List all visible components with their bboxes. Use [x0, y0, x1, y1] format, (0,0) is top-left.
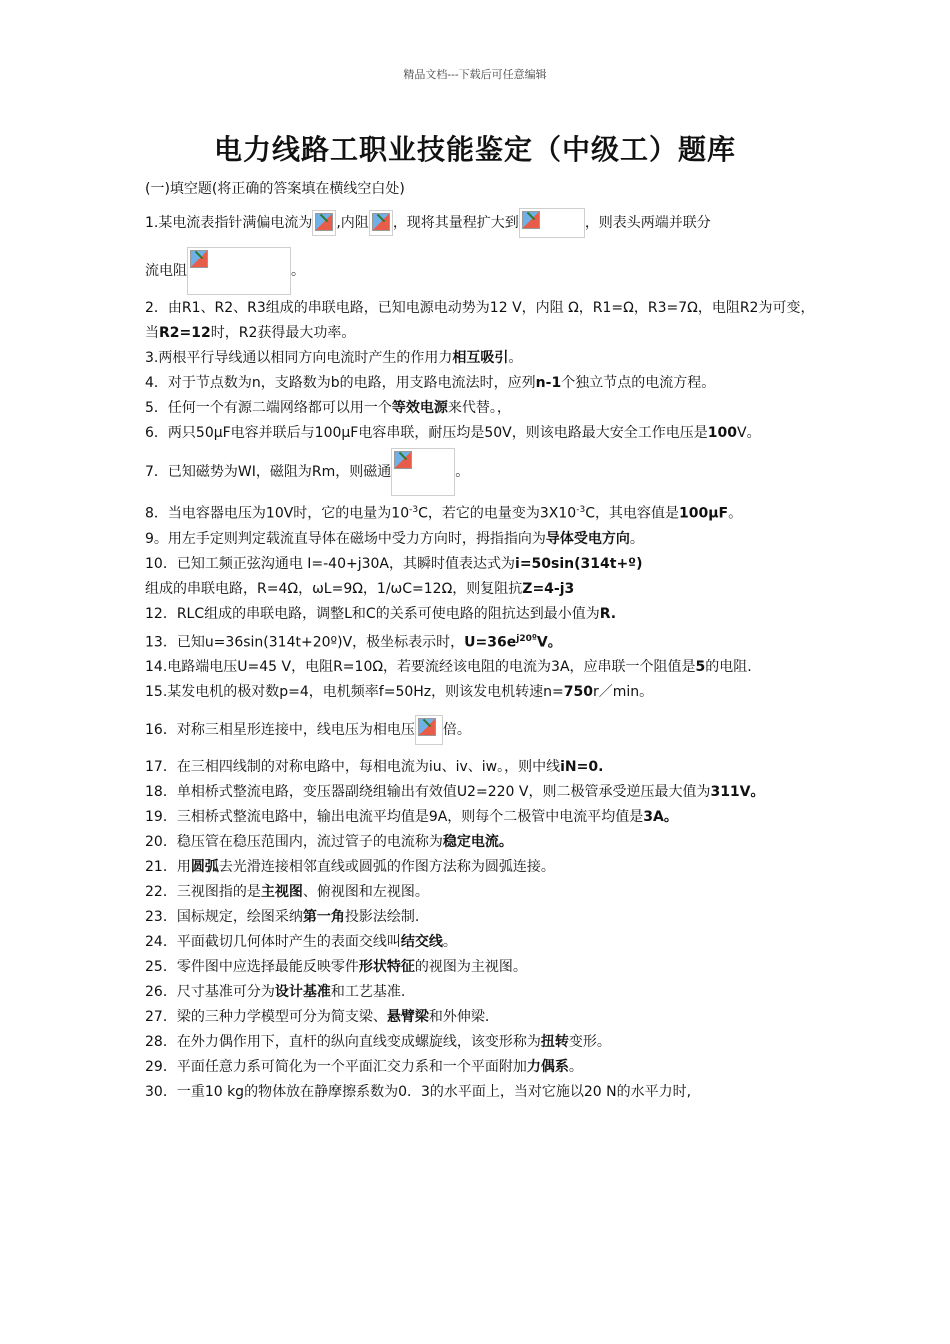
- question-9: 9。用左手定则判定载流直导体在磁场中受力方向时，拇指指向为导体受电方向。: [145, 530, 644, 547]
- answer: 主视图: [260, 884, 303, 901]
- question-24: 24．平面截切几何体时产生的表面交线叫结交线。: [145, 934, 457, 951]
- answer: Z=4-j3: [522, 580, 575, 597]
- answer: 导体受电方向: [545, 530, 630, 547]
- question-list: [145, 208, 815, 1105]
- question-4: 4．对于节点数为n，支路数为b的电路，用支路电流法时，应列n-1个独立节点的电流方程。: [145, 375, 716, 391]
- question-19: 19．三相桥式整流电路中，输出电流平均值是9A，则每个二极管中电流平均值是3A。: [145, 809, 678, 826]
- formula-image: [391, 448, 455, 496]
- section-heading: (一)填空题(将正确的答案填在横线空白处): [145, 181, 405, 197]
- watermark: 精品文档---下载后可任意编辑: [403, 68, 547, 81]
- question-16: 16．对称三相星形连接中，线电压为相电压 倍。: [145, 705, 815, 755]
- question-25: 25．零件图中应选择最能反映零件形状特征的视图为主视图。: [145, 959, 527, 976]
- question-13: 13．已知u=36sin(314t+20º)V，极坐标表示时，$U=36e^{j20º}V$。: [145, 633, 562, 651]
- question-17: 17．在三相四线制的对称电路中，每相电流为iu、iv、iw。，则中线iN=0.: [145, 759, 604, 776]
- question-26: 26．尺寸基准可分为设计基准和工艺基准.: [145, 984, 406, 1001]
- formula-image: [187, 247, 291, 295]
- answer: n-1: [535, 375, 562, 391]
- answer: 扭转: [540, 1034, 569, 1051]
- answer: i=50sin(314t+º): [515, 555, 643, 572]
- question-22: 22．三视图指的是主视图、俯视图和左视图。: [145, 884, 429, 901]
- question-30: 30．一重10 kg的物体放在静摩擦系数为0．3的水平面上，当对它施以20 N的水平力时,: [145, 1084, 692, 1101]
- question-1-continued: 流电阻 。: [145, 246, 815, 296]
- question-1: 1.某电流表指针满偏电流为 ,内阻 ，现将其量程扩大到 ，则表头两端并联分: [145, 208, 815, 238]
- answer: 力偶系: [526, 1059, 569, 1076]
- answer: 圆弧: [190, 859, 219, 876]
- question-5: 5．任何一个有源二端网络都可以用一个等效电源来代替。，: [145, 400, 511, 416]
- formula-image: [369, 210, 393, 236]
- question-14: 14.电路端电压U=45 V，电阻R=10Ω，若要流经该电阻的电流为3A，应串联一个阻值是5的电阻.: [145, 659, 752, 676]
- formula-image: [415, 715, 443, 745]
- formula-image: [519, 208, 585, 238]
- question-28: 28．在外力偶作用下，直杆的纵向直线变成螺旋线，该变形称为扭转变形。: [145, 1034, 611, 1051]
- formula-image: [312, 210, 336, 236]
- page-title: 电力线路工职业技能鉴定（中级工）题库: [213, 133, 736, 166]
- question-15: 15.某发电机的极对数p=4，电机频率f=50Hz，则该发电机转速n=750r／min。: [145, 684, 654, 701]
- question-18: 18．单相桥式整流电路，变压器副绕组输出有效值U2=220 V，则二极管承受逆压最大值为311V。: [145, 784, 765, 801]
- question-7: 7．已知磁势为WI，磁阻为Rm，则磁通 。: [145, 446, 815, 498]
- answer: 设计基准: [274, 984, 331, 1001]
- question-6: 6．两只50μF电容并联后与100μF电容串联，耐压均是50V，则该电路最大安全工作电压是100V。: [145, 425, 761, 441]
- question-2: 2．由R1、R2、R3组成的串联电路，已知电源电动势为12 V，内阻 Ω，R1=Ω，R3=7Ω，电阻R2为可变，当R2=12时，R2获得最大功率。: [145, 300, 815, 341]
- question-21: 21．用圆弧去光滑连接相邻直线或圆弧的作图方法称为圆弧连接。: [145, 859, 555, 876]
- question-23: 23．国标规定，绘图采纳第一角投影法绘制.: [145, 909, 420, 926]
- question-3: 3.两根平行导线通以相同方向电流时产生的作用力相互吸引。: [145, 350, 523, 366]
- answer: 形状特征: [358, 959, 415, 976]
- question-8: 8．当电容器电压为10V时，它的电量为$10^{-3}C$，若它的电量变为$3X10^{-3}C$，其电容值是100μF。: [145, 505, 743, 522]
- answer: 100: [707, 425, 737, 441]
- answer: 第一角: [302, 909, 345, 926]
- question-20: 20．稳压管在稳压范围内，流过管子的电流称为稳定电流。: [145, 834, 513, 851]
- question-12: 12．RLC组成的串联电路，调整L和C的关系可使电路的阻抗达到最小值为R.: [145, 605, 617, 622]
- question-10: 10．已知工频正弦沟通电 I=-40+j30A，其瞬时值表达式为i=50sin(314t+º): [145, 555, 643, 572]
- answer: R.: [599, 605, 617, 622]
- answer: 750: [563, 684, 593, 701]
- answer: 稳定电流。: [442, 834, 513, 851]
- question-29: 29．平面任意力系可简化为一个平面汇交力系和一个平面附加力偶系。: [145, 1059, 583, 1076]
- answer: iN=0.: [560, 759, 604, 776]
- answer: 311V。: [710, 784, 765, 801]
- question-11: 组成的串联电路，R=4Ω，ωL=9Ω，1/ωC=12Ω，则复阻抗Z=4-j3: [145, 580, 575, 597]
- question-27: 27．梁的三种力学模型可分为简支梁、悬臂梁和外伸梁.: [145, 1009, 490, 1026]
- answer: 3A。: [643, 809, 678, 826]
- answer: 等效电源: [391, 400, 448, 416]
- answer: 悬臂梁: [386, 1009, 429, 1026]
- answer: 结交线: [400, 934, 443, 951]
- answer: 100μF: [678, 505, 729, 522]
- answer: U=36e: [464, 634, 517, 651]
- answer: 相互吸引: [452, 350, 509, 366]
- answer: R2=12: [159, 325, 211, 341]
- answer: 5: [695, 659, 706, 676]
